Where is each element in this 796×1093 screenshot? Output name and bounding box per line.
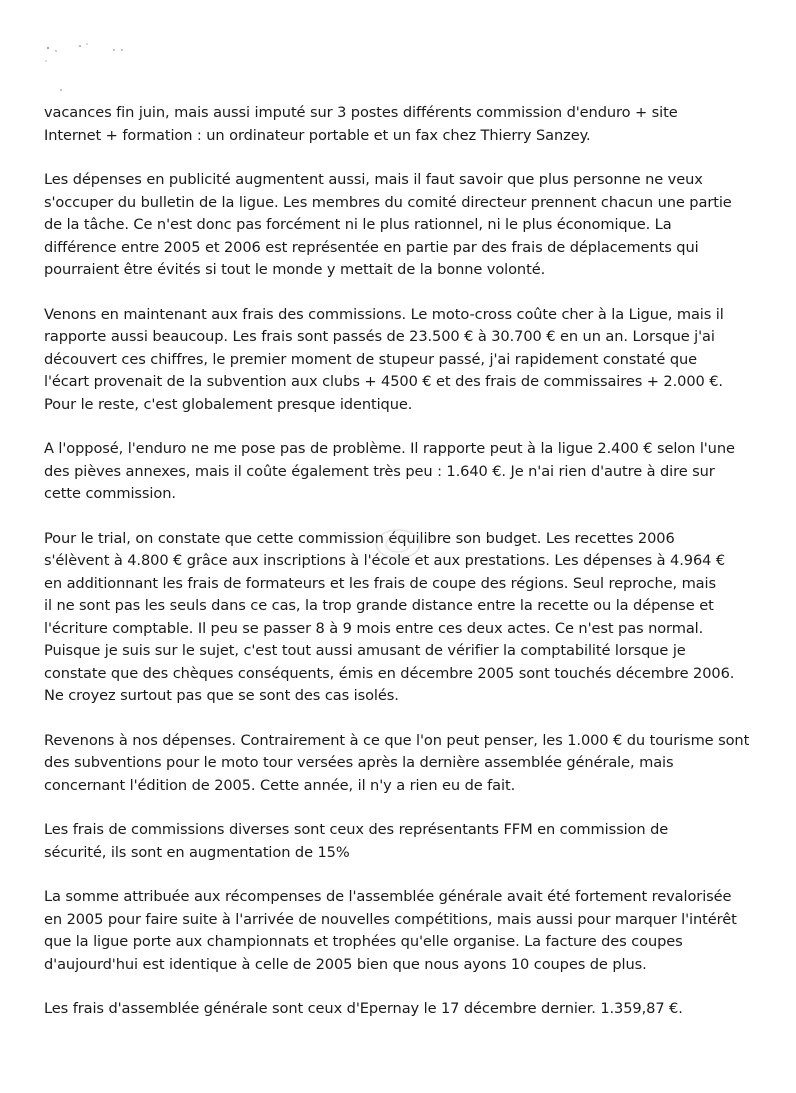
text-line: en 2005 pour faire suite à l'arrivée de nouvelles compétitions, mais aussi pour marquer l'intérêt (44, 910, 737, 928)
text-line: pourraient être évités si tout le monde y mettait de la bonne volonté. (44, 261, 546, 278)
text-line: sécurité, ils sont en augmentation de 15% (44, 843, 350, 861)
text-line: différence entre 2005 et 2006 est représentée en partie par des frais de déplacements qui (44, 238, 699, 256)
paragraph-8 (44, 886, 774, 976)
text-line: de la tâche. Ce n'est donc pas forcément ni le plus rationnel, ni le plus économique. La (44, 216, 672, 233)
paragraph-4 (44, 438, 774, 506)
text-line: Puisque je suis sur le sujet, c'est tout aussi amusant de vérifier la comptabilité lorsque je (44, 642, 686, 659)
text-line: Pour le reste, c'est globalement presque identique. (44, 395, 413, 413)
text-line: l'écart provenait de la subvention aux clubs + 4500 € et des frais de commissaires + 2.000 €. (44, 373, 723, 390)
text-line: rapporte aussi beaucoup. Les frais sont passés de 23.500 € à 30.700 € en un an. Lorsque j'ai (44, 328, 715, 345)
document-body (44, 102, 774, 1043)
text-line: il ne sont pas les seuls dans ce cas, la trop grande distance entre la recette ou la dépense et (44, 597, 714, 614)
text-line: Les frais d'assemblée générale sont ceux d'Epernay le 17 décembre dernier. 1.359,87 €. (44, 1000, 683, 1017)
text-line: d'aujourd'hui est identique à celle de 2005 bien que nous ayons 10 coupes de plus. (44, 955, 647, 973)
text-line: A l'opposé, l'enduro ne me pose pas de problème. Il rapporte peut à la ligue 2.400 € selon l'une (44, 440, 735, 457)
faint-watermark-stamp (370, 524, 426, 564)
text-line: vacances fin juin, mais aussi imputé sur 3 postes différents commission d'enduro + site (44, 104, 678, 121)
text-line: des pièves annexes, mais il coûte également très peu : 1.640 €. Je n'ai rien d'autre à dire sur (44, 462, 715, 480)
paragraph-2 (44, 169, 774, 282)
text-line: cette commission. (44, 485, 176, 502)
text-line: en additionnant les frais de formateurs et les frais de coupe des régions. Seul reproche, mais (44, 574, 716, 592)
text-line: l'écriture comptable. Il peu se passer 8 à 9 mois entre ces deux actes. Ce n'est pas normal. (44, 619, 704, 637)
text-line: s'occuper du bulletin de la ligue. Les membres du comité directeur prennent chacun une partie (44, 193, 732, 211)
text-line: concernant l'édition de 2005. Cette année, il n'y a rien eu de fait. (44, 776, 516, 794)
paragraph-9 (44, 998, 774, 1021)
paragraph-6 (44, 730, 774, 798)
text-line: Ne croyez surtout pas que se sont des cas isolés. (44, 687, 399, 704)
scan-specks (30, 38, 150, 98)
text-line: Les dépenses en publicité augmentent aussi, mais il faut savoir que plus personne ne veux (44, 171, 703, 188)
text-line: Revenons à nos dépenses. Contrairement à ce que l'on peut penser, les 1.000 € du tourisme sont (44, 731, 750, 749)
text-line: découvert ces chiffres, le premier moment de stupeur passé, j'ai rapidement constaté que (44, 350, 698, 368)
text-line: des subventions pour le moto tour versées après la dernière assemblée générale, mais (44, 754, 674, 771)
text-line: La somme attribuée aux récompenses de l'assemblée générale avait été fortement revalorisée (44, 888, 732, 905)
text-line: constate que des chèques conséquents, émis en décembre 2005 sont touchés décembre 2006. (44, 664, 735, 682)
text-line: Venons en maintenant aux frais des commissions. Le moto-cross coûte cher à la Ligue, mais il (44, 305, 724, 323)
text-line: Pour le trial, on constate que cette commission équilibre son budget. Les recettes 2006 (44, 529, 675, 547)
text-line: Internet + formation : un ordinateur portable et un fax chez Thierry Sanzey. (44, 126, 591, 144)
text-line: s'élèvent à 4.800 € grâce aux inscriptions à l'école et aux prestations. Les dépenses à 4.964 € (44, 552, 726, 569)
text-line: Les frais de commissions diverses sont ceux des représentants FFM en commission de (44, 821, 669, 838)
paragraph-3 (44, 304, 774, 417)
paragraph-7 (44, 819, 774, 864)
paragraph-1 (44, 102, 774, 147)
text-line: que la ligue porte aux championnats et trophées qu'elle organise. La facture des coupes (44, 933, 683, 950)
